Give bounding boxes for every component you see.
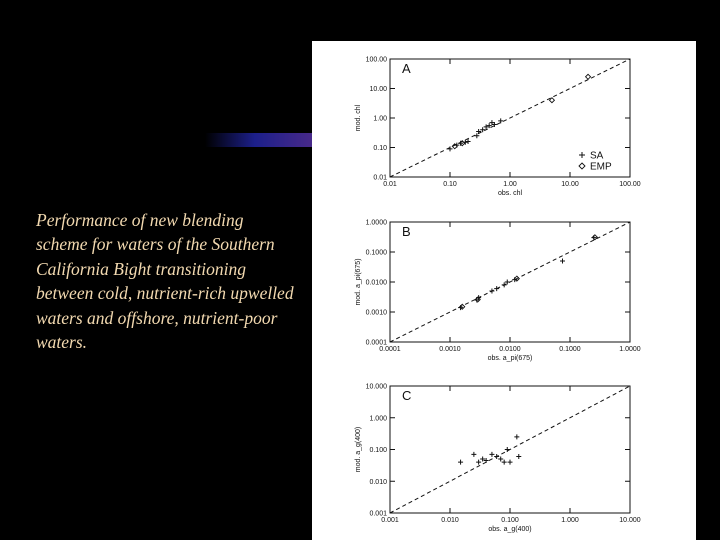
data-point-sa bbox=[494, 286, 499, 291]
x-tick-label: 1.000 bbox=[561, 517, 579, 524]
y-tick-label: 0.0010 bbox=[365, 309, 387, 317]
y-tick-label: 0.0001 bbox=[365, 339, 387, 347]
x-tick-label: 0.0100 bbox=[499, 346, 521, 353]
data-point-sa bbox=[514, 434, 519, 439]
data-point-sa bbox=[498, 118, 503, 123]
x-tick-label: 0.01 bbox=[383, 181, 397, 188]
data-point-sa bbox=[471, 452, 476, 457]
x-tick-label: 100.00 bbox=[619, 181, 641, 188]
one-to-one-line bbox=[390, 386, 630, 513]
y-tick-label: 1.00 bbox=[373, 115, 387, 123]
x-tick-label: 0.100 bbox=[501, 517, 519, 524]
chart-panel-a bbox=[355, 57, 641, 198]
slide-caption: Performance of new blending scheme for waters of the Southern California Bight transitioning between cold, nutrient-rich upwelled waters and offshore, nutrient-poor waters. bbox=[36, 210, 294, 353]
y-tick-label: 1.0000 bbox=[365, 219, 387, 227]
data-point-sa bbox=[498, 457, 503, 462]
y-tick-label: 0.0100 bbox=[365, 279, 387, 287]
y-tick-label: 1.000 bbox=[369, 415, 387, 423]
x-tick-label: 0.010 bbox=[441, 517, 459, 524]
y-tick-label: 0.001 bbox=[369, 510, 387, 518]
data-point-sa bbox=[476, 460, 481, 465]
data-point-sa bbox=[489, 289, 494, 294]
x-tick-label: 0.0001 bbox=[379, 346, 401, 353]
data-point-sa bbox=[505, 447, 510, 452]
y-tick-label: 100.00 bbox=[365, 56, 387, 64]
data-point-sa bbox=[560, 259, 565, 264]
data-point-sa bbox=[484, 124, 489, 129]
x-tick-label: 0.0010 bbox=[439, 346, 461, 353]
data-point-sa bbox=[474, 133, 479, 138]
data-point-sa bbox=[502, 282, 507, 287]
data-point-sa bbox=[448, 146, 453, 151]
data-point-sa bbox=[458, 460, 463, 465]
x-axis-label: obs. chl bbox=[497, 190, 523, 197]
x-axis-label: obs. a_g(400) bbox=[488, 526, 532, 533]
y-tick-label: 10.000 bbox=[365, 383, 387, 391]
legend-marker-sa bbox=[579, 152, 585, 158]
panel-label: A bbox=[402, 61, 411, 76]
accent-bar bbox=[205, 133, 315, 147]
legend-marker-emp bbox=[579, 163, 585, 169]
legend-label-emp: EMP bbox=[590, 161, 612, 173]
data-point-sa bbox=[489, 452, 494, 457]
y-tick-label: 0.1000 bbox=[365, 249, 387, 257]
panel-label: C bbox=[402, 388, 412, 403]
data-point-emp bbox=[586, 74, 591, 79]
legend-label-sa: SA bbox=[590, 150, 604, 162]
y-tick-label: 0.100 bbox=[369, 447, 387, 454]
y-axis-label: mod. a_g(400) bbox=[355, 426, 362, 473]
y-axis-label: mod. a_pi(675) bbox=[355, 258, 362, 306]
x-tick-label: 0.001 bbox=[381, 517, 399, 524]
y-axis-label: mod. chl bbox=[355, 104, 362, 132]
x-tick-label: 0.1000 bbox=[559, 346, 581, 353]
data-point-sa bbox=[494, 454, 499, 459]
data-point-sa bbox=[502, 460, 507, 465]
x-axis-label: obs. a_pi(675) bbox=[487, 355, 533, 362]
y-tick-label: 0.010 bbox=[369, 478, 387, 486]
data-point-sa bbox=[516, 454, 521, 459]
y-tick-label: 0.10 bbox=[373, 145, 387, 152]
x-tick-label: 1.00 bbox=[503, 181, 517, 188]
scatter-figure bbox=[312, 41, 696, 540]
panel-label: B bbox=[402, 224, 411, 239]
x-tick-label: 0.10 bbox=[443, 181, 457, 188]
x-tick-label: 10.000 bbox=[619, 517, 641, 524]
chart-panel-c bbox=[355, 384, 641, 534]
figure-panel bbox=[312, 41, 696, 540]
y-tick-label: 0.01 bbox=[373, 174, 387, 182]
x-tick-label: 10.00 bbox=[561, 181, 579, 188]
x-tick-label: 1.0000 bbox=[619, 346, 641, 353]
chart-panel-b bbox=[355, 220, 641, 363]
y-tick-label: 10.00 bbox=[369, 86, 387, 93]
data-point-sa bbox=[508, 460, 513, 465]
